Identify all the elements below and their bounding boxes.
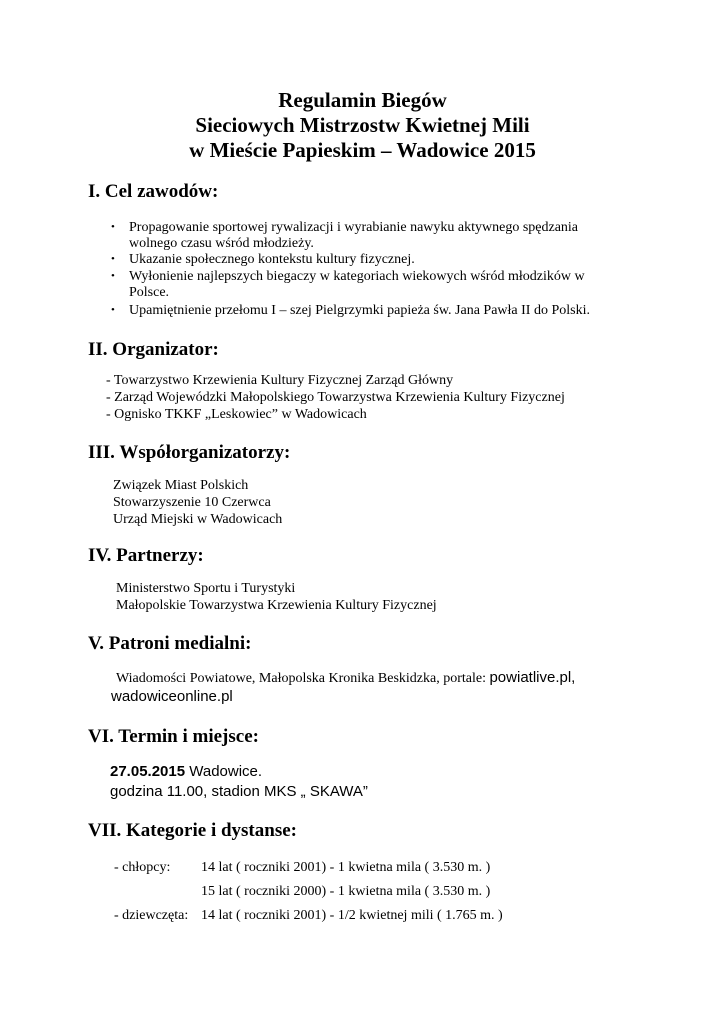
goal-item-3-line-1: Wyłonienie najlepszych biegaczy w kategoriach wiekowych wśród młodzików w [129,269,585,284]
section-3-heading: III. Współorganizatorzy: [88,442,291,463]
portal-powiatlive: powiatlive.pl, [489,669,576,686]
goal-item-1-line-2: wolnego czasu wśród młodzieży. [129,236,314,251]
goal-item-3-line-2: Polsce. [129,285,170,300]
category-row-1: 14 lat ( roczniki 2001) - 1 kwietna mila ( 3.530 m. ) [201,860,491,875]
document-title [0,88,725,163]
organizer-item-3: - Ognisko TKKF „Leskowiec” w Wadowicach [106,407,367,422]
event-time-venue: godzina 11.00, stadion MKS „ SKAWA” [110,783,368,800]
title-line-3: w Mieście Papieskim – Wadowice 2015 [189,138,536,162]
event-date-line [110,762,262,782]
bullet-icon: • [111,253,115,265]
section-4-heading: IV. Partnerzy: [88,545,204,566]
title-line-1: Regulamin Biegów [278,88,447,112]
bullet-icon: • [111,221,115,233]
event-date: 27.05.2015 [110,763,186,780]
coorganizer-item-2: Stowarzyszenie 10 Czerwca [113,495,271,510]
category-group-boys: - chłopcy: [114,860,171,875]
media-patrons-text: Wiadomości Powiatowe, Małopolska Kronika Beskidzka, portale: [116,671,486,686]
partner-item-1: Ministerstwo Sportu i Turystyki [116,581,296,596]
coorganizer-item-1: Związek Miast Polskich [113,478,249,493]
portal-wadowiceonline: wadowiceonline.pl [111,688,233,705]
section-6-heading: VI. Termin i miejsce: [88,726,259,747]
section-1-heading: I. Cel zawodów: [88,181,219,202]
bullet-icon: • [111,304,115,316]
category-group-girls: - dziewczęta: [114,908,189,923]
goal-item-4: Upamiętnienie przełomu I – szej Pielgrzymki papieża św. Jana Pawła II do Polski. [129,303,590,318]
section-7-heading: VII. Kategorie i dystanse: [88,820,297,841]
bullet-icon: • [111,270,115,282]
title-line-2: Sieciowych Mistrzostw Kwietnej Mili [195,113,530,137]
goal-item-1-line-1: Propagowanie sportowej rywalizacji i wyrabianie nawyku aktywnego spędzania [129,220,579,235]
section-5-heading: V. Patroni medialni: [88,633,252,654]
category-row-3: 14 lat ( roczniki 2001) - 1/2 kwietnej mili ( 1.765 m. ) [201,908,503,923]
partner-item-2: Małopolskie Towarzystwa Krzewienia Kultury Fizycznej [116,598,437,613]
media-patrons-line [116,669,575,687]
goal-item-2: Ukazanie społecznego kontekstu kultury fizycznej. [129,252,415,267]
coorganizer-item-3: Urząd Miejski w Wadowicach [113,512,283,527]
organizer-item-1: - Towarzystwo Krzewienia Kultury Fizycznej Zarząd Główny [106,373,454,388]
section-2-heading: II. Organizator: [88,339,219,360]
category-row-2: 15 lat ( roczniki 2000) - 1 kwietna mila ( 3.530 m. ) [201,884,491,899]
organizer-item-2: - Zarząd Wojewódzki Małopolskiego Towarzystwa Krzewienia Kultury Fizycznej [106,390,565,405]
event-place: Wadowice. [189,763,263,780]
